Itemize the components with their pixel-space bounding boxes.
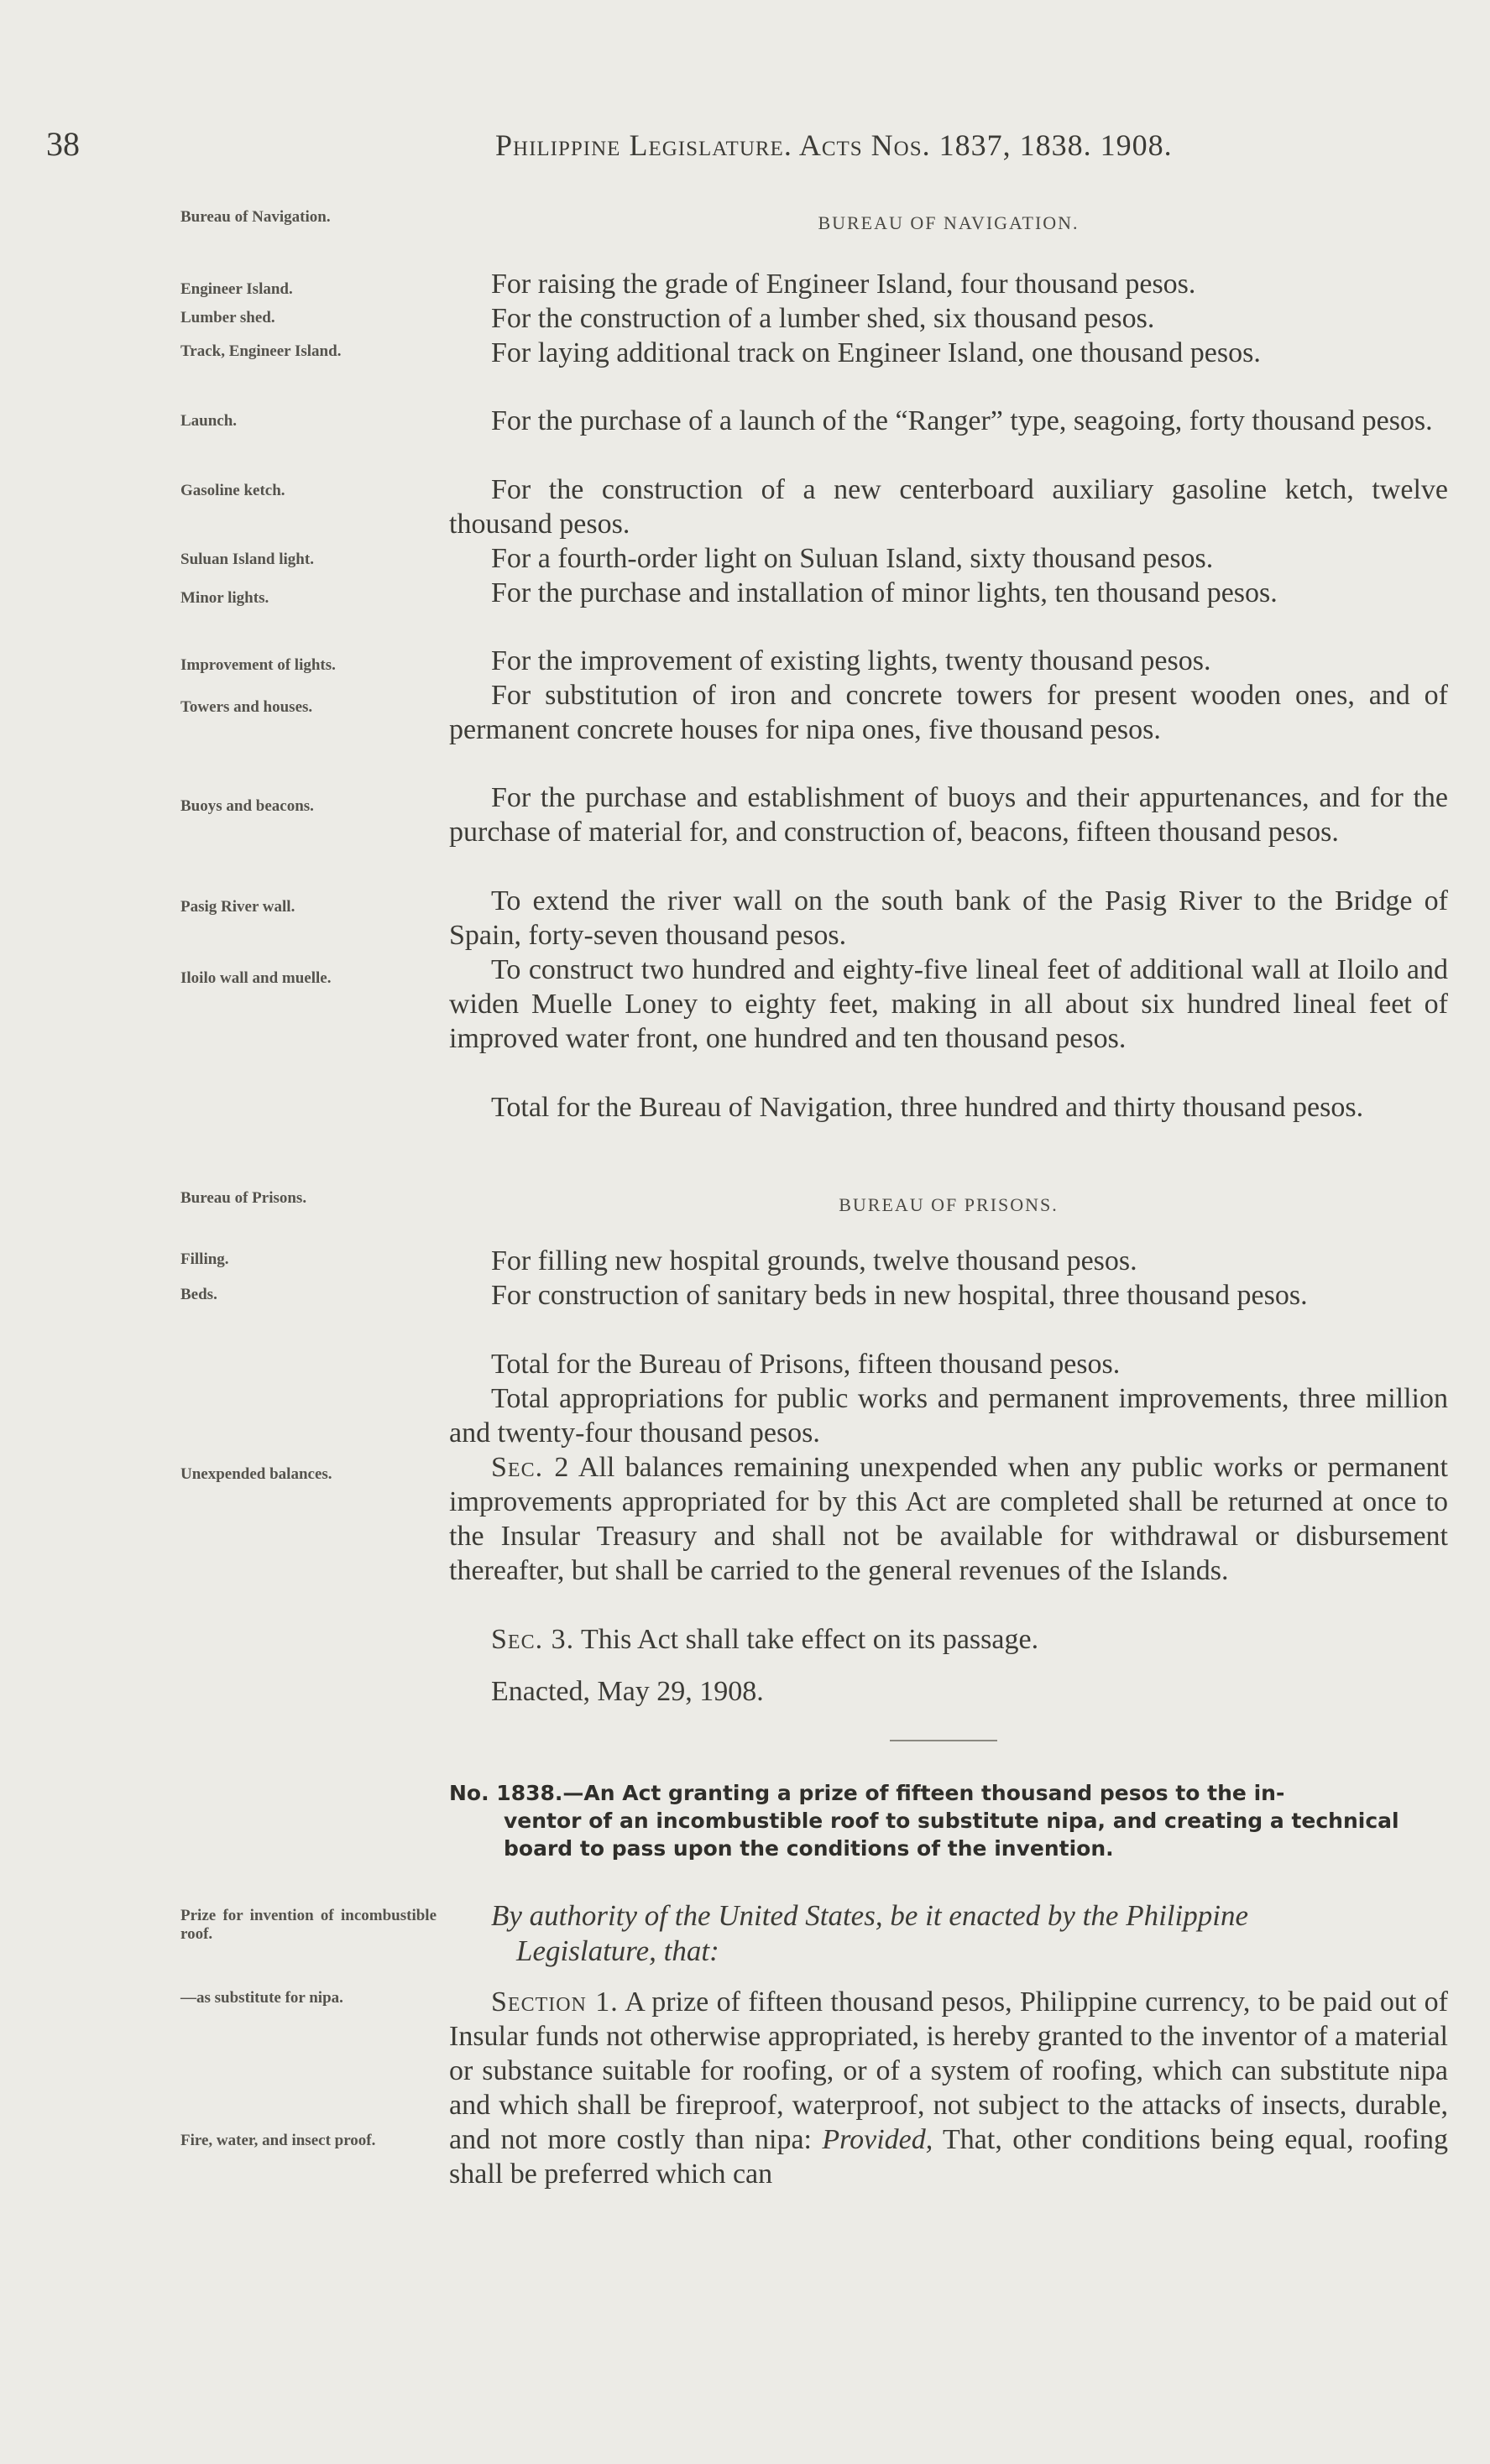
- act-title-line: —An Act granting a prize of fifteen thousand pesos to the in-: [562, 1781, 1285, 1805]
- margin-note: Bureau of Prisons.: [180, 1189, 307, 1207]
- paragraph: For construction of sanitary beds in new hospital, three thousand pesos.: [491, 1280, 1308, 1311]
- enacted-date: Enacted, May 29, 1908.: [491, 1676, 764, 1707]
- paragraph: To construct two hundred and eighty-five lineal feet of additional wall at Iloilo and widen Muelle Loney to eighty feet, making in all about six hundred lineal feet of improved water front, one hundred and ten thousand pesos.: [449, 954, 1448, 1054]
- paragraph: Total appropriations for public works and permanent improvements, three million and twenty-four thousand pesos.: [449, 1383, 1448, 1449]
- act-number: No. 1838.: [449, 1781, 563, 1805]
- paragraph: For substitution of iron and concrete towers for present wooden ones, and of permanent concrete houses for nipa ones, five thousand pesos.: [449, 680, 1448, 745]
- enacting-line: Legislature, that:: [516, 1934, 719, 1967]
- provided-term: Provided,: [822, 2124, 933, 2155]
- margin-note: Beds.: [180, 1286, 217, 1303]
- paragraph: To extend the river wall on the south bank of the Pasig River to the Bridge of Spain, forty-seven thousand pesos.: [449, 885, 1448, 951]
- margin-note: Buoys and beacons.: [180, 797, 314, 815]
- margin-note: Lumber shed.: [180, 309, 275, 326]
- paragraph: For the improvement of existing lights, twenty thousand pesos.: [491, 645, 1211, 676]
- section-text: This Act shall take effect on its passage.: [580, 1624, 1039, 1655]
- paragraph: For the purchase and establishment of buoys and their appurtenances, and for the purchase of material for, and construction of, beacons, fifteen thousand pesos.: [449, 782, 1448, 848]
- section-heading-navigation: BUREAU OF NAVIGATION.: [818, 212, 1080, 233]
- paragraph: For the purchase and installation of minor lights, ten thousand pesos.: [491, 577, 1278, 608]
- margin-note: Gasoline ketch.: [180, 482, 285, 499]
- margin-note: Towers and houses.: [180, 698, 313, 716]
- section-label: Section 1.: [491, 1986, 619, 2018]
- section-label: Sec. 2: [491, 1452, 570, 1483]
- margin-note: Improvement of lights.: [180, 656, 336, 674]
- margin-note: Filling.: [180, 1250, 229, 1268]
- margin-note: Track, Engineer Island.: [180, 342, 342, 360]
- section-1: [449, 1985, 1448, 2191]
- enacting-line: By authority of the United States, be it enacted by the Philippine: [491, 1899, 1249, 1932]
- running-head: Philippine Legislature. Acts Nos. 1837, 1838. 1908.: [495, 128, 1173, 162]
- paragraph: For raising the grade of Engineer Island, four thousand pesos.: [491, 269, 1196, 300]
- paragraph: For laying additional track on Engineer Island, one thousand pesos.: [491, 337, 1261, 368]
- enacting-clause: [491, 1898, 1448, 1969]
- margin-note: Launch.: [180, 412, 238, 430]
- section-heading-prisons: BUREAU OF PRISONS.: [839, 1194, 1059, 1215]
- margin-note: Bureau of Navigation.: [180, 208, 331, 226]
- divider: [890, 1740, 997, 1741]
- paragraph: For the construction of a new centerboard auxiliary gasoline ketch, twelve thousand pesos.: [449, 474, 1448, 540]
- margin-note: Suluan Island light.: [180, 551, 314, 568]
- margin-note: Pasig River wall.: [180, 898, 295, 916]
- act-title-continued: ventor of an incombustible roof to substitute nipa, and creating a technical board to pass upon the conditions of the invention.: [504, 1809, 1399, 1861]
- section-text: That, other conditions being equal, roofing shall be preferred which can: [449, 2124, 1448, 2190]
- section-text: All balances remaining unexpended when any public works or permanent improvements appropriated for by this Act are completed shall be returned at once to the Insular Treasury and shall not be available for withdrawal or disbursement thereafter, but shall be carried to the general revenues of the Islands.: [449, 1452, 1448, 1586]
- paragraph: For filling new hospital grounds, twelve thousand pesos.: [491, 1245, 1137, 1276]
- margin-note: Fire, water, and insect proof.: [180, 2132, 376, 2149]
- margin-note: Minor lights.: [180, 589, 269, 607]
- page-header: [0, 124, 1490, 175]
- margin-note: Iloilo wall and muelle.: [180, 969, 332, 987]
- margin-note: —as substitute for nipa.: [180, 1989, 343, 2007]
- paragraph: For the construction of a lumber shed, six thousand pesos.: [491, 303, 1155, 334]
- paragraph: For the purchase of a launch of the “Ranger” type, seagoing, forty thousand pesos.: [491, 405, 1433, 436]
- section-2: [449, 1450, 1448, 1588]
- act-title: [449, 1779, 1448, 1862]
- section-text: A prize of fifteen thousand pesos, Philippine currency, to be paid out of Insular funds not otherwise appropriated, is hereby granted to the inventor of a material or substance suitable for roofing, or of a system of roofing, which can substitute nipa and which shall be fireproof, waterproof, not subject to the attacks of insects, durable, and not more costly than nipa:: [449, 1986, 1448, 2155]
- paragraph: Total for the Bureau of Prisons, fifteen thousand pesos.: [491, 1349, 1121, 1380]
- paragraph: For a fourth-order light on Suluan Island, sixty thousand pesos.: [491, 543, 1214, 574]
- section-label: Sec. 3.: [491, 1624, 575, 1655]
- page-number: 38: [46, 125, 80, 163]
- margin-note: Engineer Island.: [180, 280, 293, 298]
- margin-note: Unexpended balances.: [180, 1465, 332, 1483]
- margin-note: Prize for invention of incombustible roof.: [180, 1907, 437, 1943]
- section-3: [449, 1622, 1448, 1657]
- paragraph: Total for the Bureau of Navigation, three hundred and thirty thousand pesos.: [491, 1092, 1364, 1123]
